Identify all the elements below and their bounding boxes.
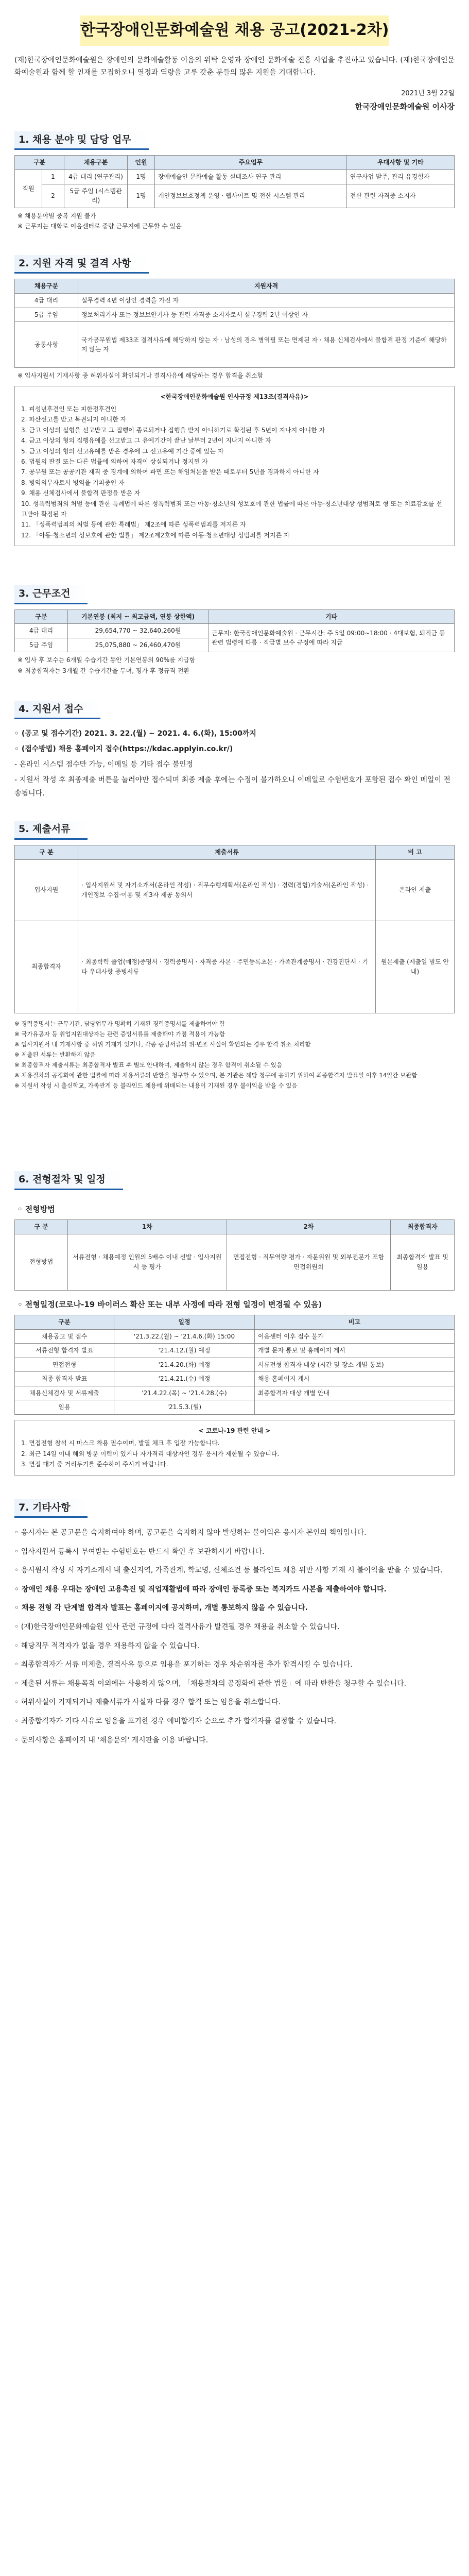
- table-cell: 온라인 제출: [376, 859, 455, 921]
- table-cell: 최종합격자 발표 및 임용: [391, 1234, 455, 1290]
- section-heading-application: 4. 지원서 접수: [14, 701, 100, 719]
- table-cell: 면접전형 · 직무역량 평가 · 자문위원 및 외부전문가 포함 면접위원회: [227, 1234, 391, 1290]
- table-cell: [255, 1400, 455, 1415]
- table-header-row: [15, 845, 455, 859]
- table-cell: 2: [42, 184, 64, 208]
- list-item: 5. 금고 이상의 형의 선고유예를 받은 경우에 그 선고유예 기간 중에 있는 자: [21, 447, 224, 455]
- list-item: 3. 면접 대기 중 거리두기를 준수하여 주시기 바랍니다.: [21, 1461, 168, 1468]
- table-header-cell: 구 분: [15, 845, 78, 859]
- table-header-cell: 구분: [15, 1315, 114, 1329]
- table-cell: 1: [42, 170, 64, 184]
- list-item: ◦ 응시원서 작성 시 자기소개서 내 출신지역, 가족관계, 학교명, 신체조건 등 블라인드 채용 위반 사항 기재 시 불이익을 받을 수 있습니다.: [14, 1566, 443, 1575]
- list-item: 11. 「성폭력범죄의 처벌 등에 관한 특례법」 제2조에 따른 성폭력범죄를 저지른 자: [21, 521, 246, 529]
- table-header-cell: 구분: [15, 609, 68, 624]
- table-cell: 채용신체검사 및 서류제출: [15, 1386, 114, 1400]
- list-item: ◦ 장애인 채용 우대는 장애인 고용촉진 및 직업재활법에 따라 장애인 등록증 또는 복지카드 사본을 제출하여야 합니다.: [14, 1585, 387, 1594]
- table-cell: 전형방법: [15, 1234, 68, 1290]
- list-item: 1. 피성년후견인 또는 피한정후견인: [21, 405, 117, 413]
- table-row: [15, 1372, 455, 1386]
- table-row: [15, 1386, 455, 1400]
- section-heading-other-info: 7. 기타사항: [14, 1499, 88, 1518]
- list-item: 3. 금고 이상의 실형을 선고받고 그 집행이 종료되거나 집행을 받지 아니하기로 확정된 후 5년이 지나지 아니한 자: [21, 426, 325, 434]
- list-item: ◦ (재)한국장애인문화예술원 인사 관련 규정에 따라 결격사유가 발견될 경우 채용을 취소할 수 있습니다.: [14, 1623, 340, 1632]
- table-cell: 원본제출 (제출일 별도 안내): [376, 921, 455, 1013]
- table-header-cell: 주요업무: [155, 156, 347, 170]
- table-header-row: [15, 156, 455, 170]
- table-cell: 서류전형 합격자 발표: [15, 1344, 114, 1358]
- note: ※ 채용절차의 공정화에 관한 법률에 따라 채용서류의 반환을 청구할 수 있으며, 본 기관은 해당 청구에 응하기 위하여 최종합격자 발표일 이후 14일간 보관함: [14, 1072, 418, 1079]
- table-cell: 5급 주임 (시스템관리): [64, 184, 128, 208]
- table-cell: 전산 관련 자격증 소지자: [346, 184, 454, 208]
- table-header-row: [15, 609, 455, 624]
- table-cell: 연구사업 발주, 관리 유경험자: [346, 170, 454, 184]
- list-item: 2. 최근 14일 이내 해외 방문 이력이 있거나 자가격리 대상자인 경우 응시가 제한될 수 있습니다.: [21, 1450, 280, 1458]
- application-list: [14, 727, 455, 800]
- table-cell: 근무지: 한국장애인문화예술원 · 근무시간: 주 5일 09:00~18:00 · 4대보험, 퇴직금 등 관련 법령에 따름 · 직급별 보수 규정에 따라 지급: [209, 624, 455, 652]
- notice-title: <한국장애인문화예술원 인사규정 제13조(결격사유)>: [160, 393, 309, 400]
- table-cell: 면접전형: [15, 1358, 114, 1372]
- list-item: ◦ 채용 전형 각 단계별 합격자 발표는 홈페이지에 공지하며, 개별 통보하지 않을 수 있습니다.: [14, 1604, 308, 1613]
- list-item: - 지원서 작성 후 최종제출 버튼을 눌러야만 접수되며 최종 제출 후에는 수정이 불가하오니 이메일로 수험번호가 포함된 접수 확인 메일이 전송됩니다.: [14, 775, 450, 798]
- table-cell: '21.5.3.(월): [114, 1400, 255, 1415]
- table-header-cell: 구 분: [15, 1220, 68, 1234]
- table-cell: '21.4.21.(수) 예정: [114, 1372, 255, 1386]
- table-row: [15, 1358, 455, 1372]
- list-item: ◦ 최종합격자가 서류 미제출, 결격사유 등으로 임용을 포기하는 경우 차순위자를 추가 합격시킬 수 있습니다.: [14, 1660, 353, 1669]
- section-heading-qualifications: 2. 지원 자격 및 결격 사항: [14, 255, 149, 274]
- note: ※ 근무지는 대학로 이음센터로 중량 근무지에 근무할 수 있음: [18, 223, 182, 230]
- table-header-cell: 기타: [209, 609, 455, 624]
- table-header-cell: 채용구분: [64, 156, 128, 170]
- table-header-row: [15, 1220, 455, 1234]
- selection-method-table: [14, 1219, 455, 1291]
- table-header-cell: 우대사항 및 기타: [346, 156, 454, 170]
- note: ※ 국가유공자 등 취업지원대상자는 관련 증빙서류를 제출해야 가점 적용이 가능함: [14, 1030, 225, 1038]
- note: ※ 제출된 서류는 반환하지 않음: [14, 1050, 96, 1058]
- table-cell: 4급 대리 (연구관리): [64, 170, 128, 184]
- list-item: ◦ 허위사실이 기재되거나 제출서류가 사실과 다를 경우 합격 또는 임용을 취소합니다.: [14, 1698, 281, 1707]
- table-cell: 직원: [15, 170, 42, 208]
- table-cell: 채용 홈페이지 게시: [255, 1372, 455, 1386]
- note: ※ 입사 후 보수는 6개월 수습기간 동안 기본연봉의 90%를 지급함: [18, 656, 196, 664]
- note: ※ 경력증명서는 근무기간, 담당업무가 명확히 기재된 경력증명서를 제출하여야 함: [14, 1020, 225, 1027]
- sub-heading-selection-method: ◦ 전형방법: [18, 1204, 55, 1214]
- table-row: [15, 308, 455, 322]
- table-header-cell: 최종합격자: [391, 1220, 455, 1234]
- table-header-cell: 제출서류: [78, 845, 376, 859]
- note: ※ 채용분야별 중복 지원 불가: [18, 212, 96, 219]
- table-cell: 실무경력 4년 이상인 경력을 가진 자: [78, 293, 455, 308]
- table-cell: 이음센터 이후 접수 불가: [255, 1329, 455, 1344]
- list-item: ◦ 해당직무 적격자가 없을 경우 채용하지 않을 수 있습니다.: [14, 1641, 200, 1650]
- table-cell: 서류전형 합격자 대상 (시간 및 장소 개별 통보): [255, 1358, 455, 1372]
- table-cell: 장애예술인 문화예술 활동 실태조사 연구 관리: [155, 170, 347, 184]
- table-header-cell: 2차: [227, 1220, 391, 1234]
- table-header-cell: 비 고: [376, 845, 455, 859]
- note: ※ 최종합격자는 3개월 간 수습기간을 두며, 평가 후 정규직 전환: [18, 667, 190, 674]
- qualifications-table: [14, 279, 455, 368]
- table-cell: 공통사항: [15, 322, 78, 368]
- table-row: [15, 1234, 455, 1290]
- table-row: [15, 1344, 455, 1358]
- table-row: [15, 170, 455, 184]
- covid-notice-box: [14, 1420, 455, 1476]
- table-cell: '21.3.22.(월) ~ '21.4.6.(화) 15:00: [114, 1329, 255, 1344]
- table-row: [15, 293, 455, 308]
- list-item: 1. 면접전형 참석 시 마스크 착용 필수이며, 발열 체크 후 입장 가능합니다.: [21, 1439, 220, 1447]
- list-item: 7. 공무원 또는 공공기관 재직 중 징계에 의하여 파면 또는 해임처분을 받은 때로부터 5년을 경과하지 아니한 자: [21, 468, 319, 476]
- list-item: 6. 법원의 판결 또는 다른 법률에 의하여 자격이 상실되거나 정지된 자: [21, 458, 208, 466]
- list-item: ◦ 문의사항은 홈페이지 내 '채용문의' 게시판을 이용 바랍니다.: [14, 1736, 209, 1744]
- table-cell: 1명: [128, 184, 155, 208]
- note: ※ 최종합격자 제출서류는 최종합격자 발표 후 별도 안내하며, 제출하지 않는 경우 합격이 취소될 수 있음: [14, 1061, 282, 1069]
- table-cell: '21.4.12.(월) 예정: [114, 1344, 255, 1358]
- list-item: 4. 금고 이상의 형의 집행유예를 선고받고 그 유예기간이 끝난 날부터 2년이 지나지 아니한 자: [21, 437, 271, 445]
- table-cell: 25,075,880 ~ 26,460,470원: [68, 638, 209, 652]
- list-item: ◦ 제출된 서류는 채용목적 이외에는 사용하지 않으며, 「채용절차의 공정화에 관한 법률」에 따라 반환을 청구할 수 있습니다.: [14, 1679, 407, 1688]
- list-item: ◦ 응시자는 본 공고문을 숙지하여야 하며, 공고문을 숙지하지 않아 발생하는 불이익은 응시자 본인의 책임입니다.: [14, 1529, 367, 1537]
- notice-title: < 코로나-19 관련 안내 >: [198, 1427, 271, 1435]
- announcement-date: 2021년 3월 22일: [401, 89, 455, 97]
- table-header-cell: 1차: [68, 1220, 227, 1234]
- table-cell: 최종 합격자 발표: [15, 1372, 114, 1386]
- documents-table: [14, 845, 455, 1013]
- table-header-cell: 일정: [114, 1315, 255, 1329]
- section-heading-recruitment-fields: 1. 채용 분야 및 담당 업무: [14, 131, 149, 150]
- table-cell: 입사지원: [15, 859, 78, 921]
- list-item: ◦ (공고 및 접수기간) 2021. 3. 22.(월) ~ 2021. 4. 6.(화), 15:00까지: [14, 730, 256, 738]
- disqualification-notice-box: [14, 386, 455, 546]
- list-item: ◦ 최종합격자가 기타 사유로 임용을 포기한 경우 예비합격자 순으로 추가 합격자를 결정할 수 있습니다.: [14, 1717, 337, 1725]
- table-cell: 임용: [15, 1400, 114, 1415]
- table-cell: 국가공무원법 제33조 결격사유에 해당하지 않는 자 · 남성의 경우 병역필 또는 면제된 자 · 채용 신체검사에서 불합격 판정 기준에 해당하지 않는 자: [78, 322, 455, 368]
- table-cell: 개별 문자 통보 및 홈페이지 게시: [255, 1344, 455, 1358]
- table-header-cell: 채용구분: [15, 279, 78, 294]
- table-cell: 정보처리기사 또는 정보보안기사 등 관련 자격증 소지자로서 실무경력 2년 이상인 자: [78, 308, 455, 322]
- table-cell: · 최종학력 졸업(예정)증명서 · 경력증명서 · 자격증 사본 · 주민등록초본 · 가족관계증명서 · 건강진단서 · 기타 우대사항 증빙서류: [78, 921, 376, 1013]
- note: ※ 입사지원서 내 기재사항 중 허위 기재가 있거나, 각종 증빙서류의 위·변조 사실이 확인되는 경우 합격 취소 처리함: [14, 1040, 311, 1048]
- table-cell: '21.4.22.(목) ~ '21.4.28.(수): [114, 1386, 255, 1400]
- organization-name: 한국장애인문화예술원 이사장: [355, 101, 455, 111]
- list-item: 9. 채용 신체검사에서 불합격 판정을 받은 자: [21, 489, 141, 497]
- sub-heading-schedule: ◦ 전형일정(코로나-19 바이러스 확산 또는 내부 사정에 따라 전형 일정이 변경될 수 있음): [18, 1299, 322, 1309]
- list-item: 10. 성폭력범죄의 처벌 등에 관한 특례법에 따른 성폭력범죄 또는 아동·청소년의 성보호에 관한 법률에 따른 아동·청소년대상 성범죄로 형 또는 치료감호를 선고받아 확정된 자: [21, 500, 442, 518]
- table-row: [15, 184, 455, 208]
- table-cell: '21.4.20.(화) 예정: [114, 1358, 255, 1372]
- section-heading-selection-process: 6. 전형절차 및 일정: [14, 1171, 123, 1190]
- table-cell: 5급 주임: [15, 308, 78, 322]
- table-cell: 5급 주임: [15, 638, 68, 652]
- table-row: [15, 921, 455, 1013]
- table-header-row: [15, 1315, 455, 1329]
- note: ※ 입사지원서 기재사항 중 허위사실이 확인되거나 결격사유에 해당하는 경우 합격을 취소함: [18, 372, 264, 380]
- table-row: [15, 624, 455, 638]
- section-heading-work-conditions: 3. 근무조건: [14, 585, 88, 604]
- table-row: [15, 1400, 455, 1415]
- table-row: [15, 859, 455, 921]
- documents-notes: [14, 1019, 455, 1091]
- note: ※ 지원서 작성 시 출신학교, 가족관계 등 블라인드 채용에 위배되는 내용이 기재된 경우 불이익을 받을 수 있음: [14, 1082, 298, 1090]
- table-header-cell: 인원: [128, 156, 155, 170]
- table-header-cell: 지원자격: [78, 279, 455, 294]
- other-info-list: [14, 1526, 455, 1747]
- intro-text: (재)한국장애인문화예술원은 장애인의 문화예술활동 이음의 위탁 운영과 장애인 문화예술 진흥 사업을 추진하고 있습니다. (재)한국장애인문화예술원과 함께 할 인재를 모집하오니 열정과 역량을 고루 갖춘 분들의 많은 지원을 기대합니다.: [14, 56, 455, 77]
- table-cell: 최종합격자 대상 개별 안내: [255, 1386, 455, 1400]
- table-row: [15, 322, 455, 368]
- table-cell: · 입사지원서 및 자기소개서(온라인 작성) · 직무수행계획서(온라인 작성) · 경력(경험)기술서(온라인 작성) · 개인정보 수집·이용 및 제3자 제공 동의서: [78, 859, 376, 921]
- list-item: ◦ (접수방법) 채용 홈페이지 접수(https://kdac.applyin.co.kr/): [14, 744, 233, 753]
- table-cell: 서류전형 · 채용예정 인원의 5배수 이내 선발 · 입사지원서 등 평가: [68, 1234, 227, 1290]
- recruitment-fields-table: [14, 155, 455, 208]
- table-cell: 1명: [128, 170, 155, 184]
- list-item: 12. 「아동·청소년의 성보호에 관한 법률」 제2조제2호에 따른 아동·청소년대상 성범죄를 저지른 자: [21, 531, 290, 539]
- list-item: 2. 파산선고를 받고 복권되지 아니한 자: [21, 416, 127, 423]
- table-cell: 4급 대리: [15, 624, 68, 638]
- table-header-cell: 구분: [15, 156, 64, 170]
- list-item: - 온라인 시스템 접수만 가능, 이메일 등 기타 접수 불인정: [14, 760, 194, 769]
- section-heading-documents: 5. 제출서류: [14, 821, 88, 839]
- schedule-table: [14, 1315, 455, 1415]
- list-item: ◦ 입사지원서 등록시 부여받는 수험번호는 반드시 확인 후 보관하시기 바랍니다.: [14, 1547, 265, 1556]
- table-header-row: [15, 279, 455, 294]
- table-cell: 채용공고 및 접수: [15, 1329, 114, 1344]
- table-cell: 최종합격자: [15, 921, 78, 1013]
- table-header-cell: 비고: [255, 1315, 455, 1329]
- work-conditions-table: [14, 609, 455, 653]
- table-cell: 4급 대리: [15, 293, 78, 308]
- list-item: 8. 병역의무자로서 병역을 기피중인 자: [21, 479, 125, 486]
- table-cell: 개인정보보호정책 운영 · 웹사이트 및 전산 시스템 관리: [155, 184, 347, 208]
- table-row: [15, 1329, 455, 1344]
- table-header-cell: 기본연봉 (최저 ~ 최고금액, 연봉 상한액): [68, 609, 209, 624]
- table-cell: 29,654,770 ~ 32,640,260원: [68, 624, 209, 638]
- page-title: 한국장애인문화예술원 채용 공고(2021-2차): [80, 15, 389, 46]
